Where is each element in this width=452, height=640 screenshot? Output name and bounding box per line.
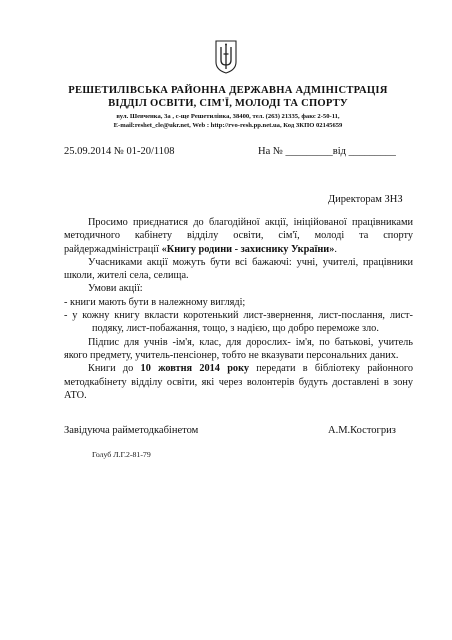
signatory-name: А.М.Костогриз [328, 425, 396, 436]
trident-coat-of-arms-icon [215, 40, 237, 74]
address-line: вул. Шевченка, 3а , с-ще Решетилівка, 38400, тел. (263) 21335, факс 2-50-11, [116, 113, 340, 120]
deadline-details: передати в бібліотеку районного методкабінету відділу освіти, які через волонтерів будуть доставлені в зону АТО. [64, 363, 413, 401]
contacts-line: E-mail:reshet_cle@ukr.net, Web : http://rvo-resh.pp.net.ua, Код ЗКПО 02145659 [113, 122, 343, 129]
condition-item: - у кожну книгу вкласти коротенький лист-звернення, лист-послання, лист-подяку, лист-побажання, тощо, з надією, що добро переможе зло. [64, 310, 413, 335]
invitation-text: Просимо приєднатися до благодійної акції, ініційованої працівниками методичного кабінету відділу освіти, сім'ї, молоді та спорту райдержадміністрації [64, 217, 413, 255]
recipient: Директорам ЗНЗ [328, 194, 403, 205]
invitation-end: . [334, 243, 337, 255]
reply-reference: На № _________від _________ [258, 146, 396, 157]
contact-address [40, 112, 416, 130]
organization-name: РЕШЕТИЛІВСЬКА РАЙОННА ДЕРЖАВНА АДМІНІСТРАЦІЯ [68, 85, 388, 96]
deadline-date: 10 жовтня 2014 року [140, 363, 250, 375]
paragraph-deadline [64, 362, 413, 402]
deadline-text: Книги до [88, 363, 141, 375]
condition-item: - книги мають бути в належному вигляді; [64, 296, 246, 308]
paragraph-signature-instructions: Підпис для учнів -ім'я, клас, для дорослих- ім'я, по батькові, учитель якого предмету, учитель-пенсіонер, тобто не вказувати персональних даних. [64, 336, 413, 361]
paragraph-participants: Учасниками акції можуть бути всі бажаючі: учні, учителі, працівники школи, жителі села, селища. [64, 256, 413, 282]
executor-contact: Голуб Л.Г.2-81-79 [92, 450, 151, 459]
department-name: ВІДДІЛ ОСВІТИ, СІМ'Ї, МОЛОДІ ТА СПОРТУ [108, 98, 348, 109]
paragraph-conditions-heading: Умови акції: [88, 283, 143, 295]
signatory-position: Завідуюча райметодкабінетом [64, 425, 199, 436]
campaign-title: «Книгу родини - захиснику України» [161, 243, 335, 255]
letter-body [64, 216, 413, 402]
outgoing-date-number: 25.09.2014 № 01-20/1108 [64, 146, 175, 157]
paragraph-invitation [64, 216, 413, 256]
